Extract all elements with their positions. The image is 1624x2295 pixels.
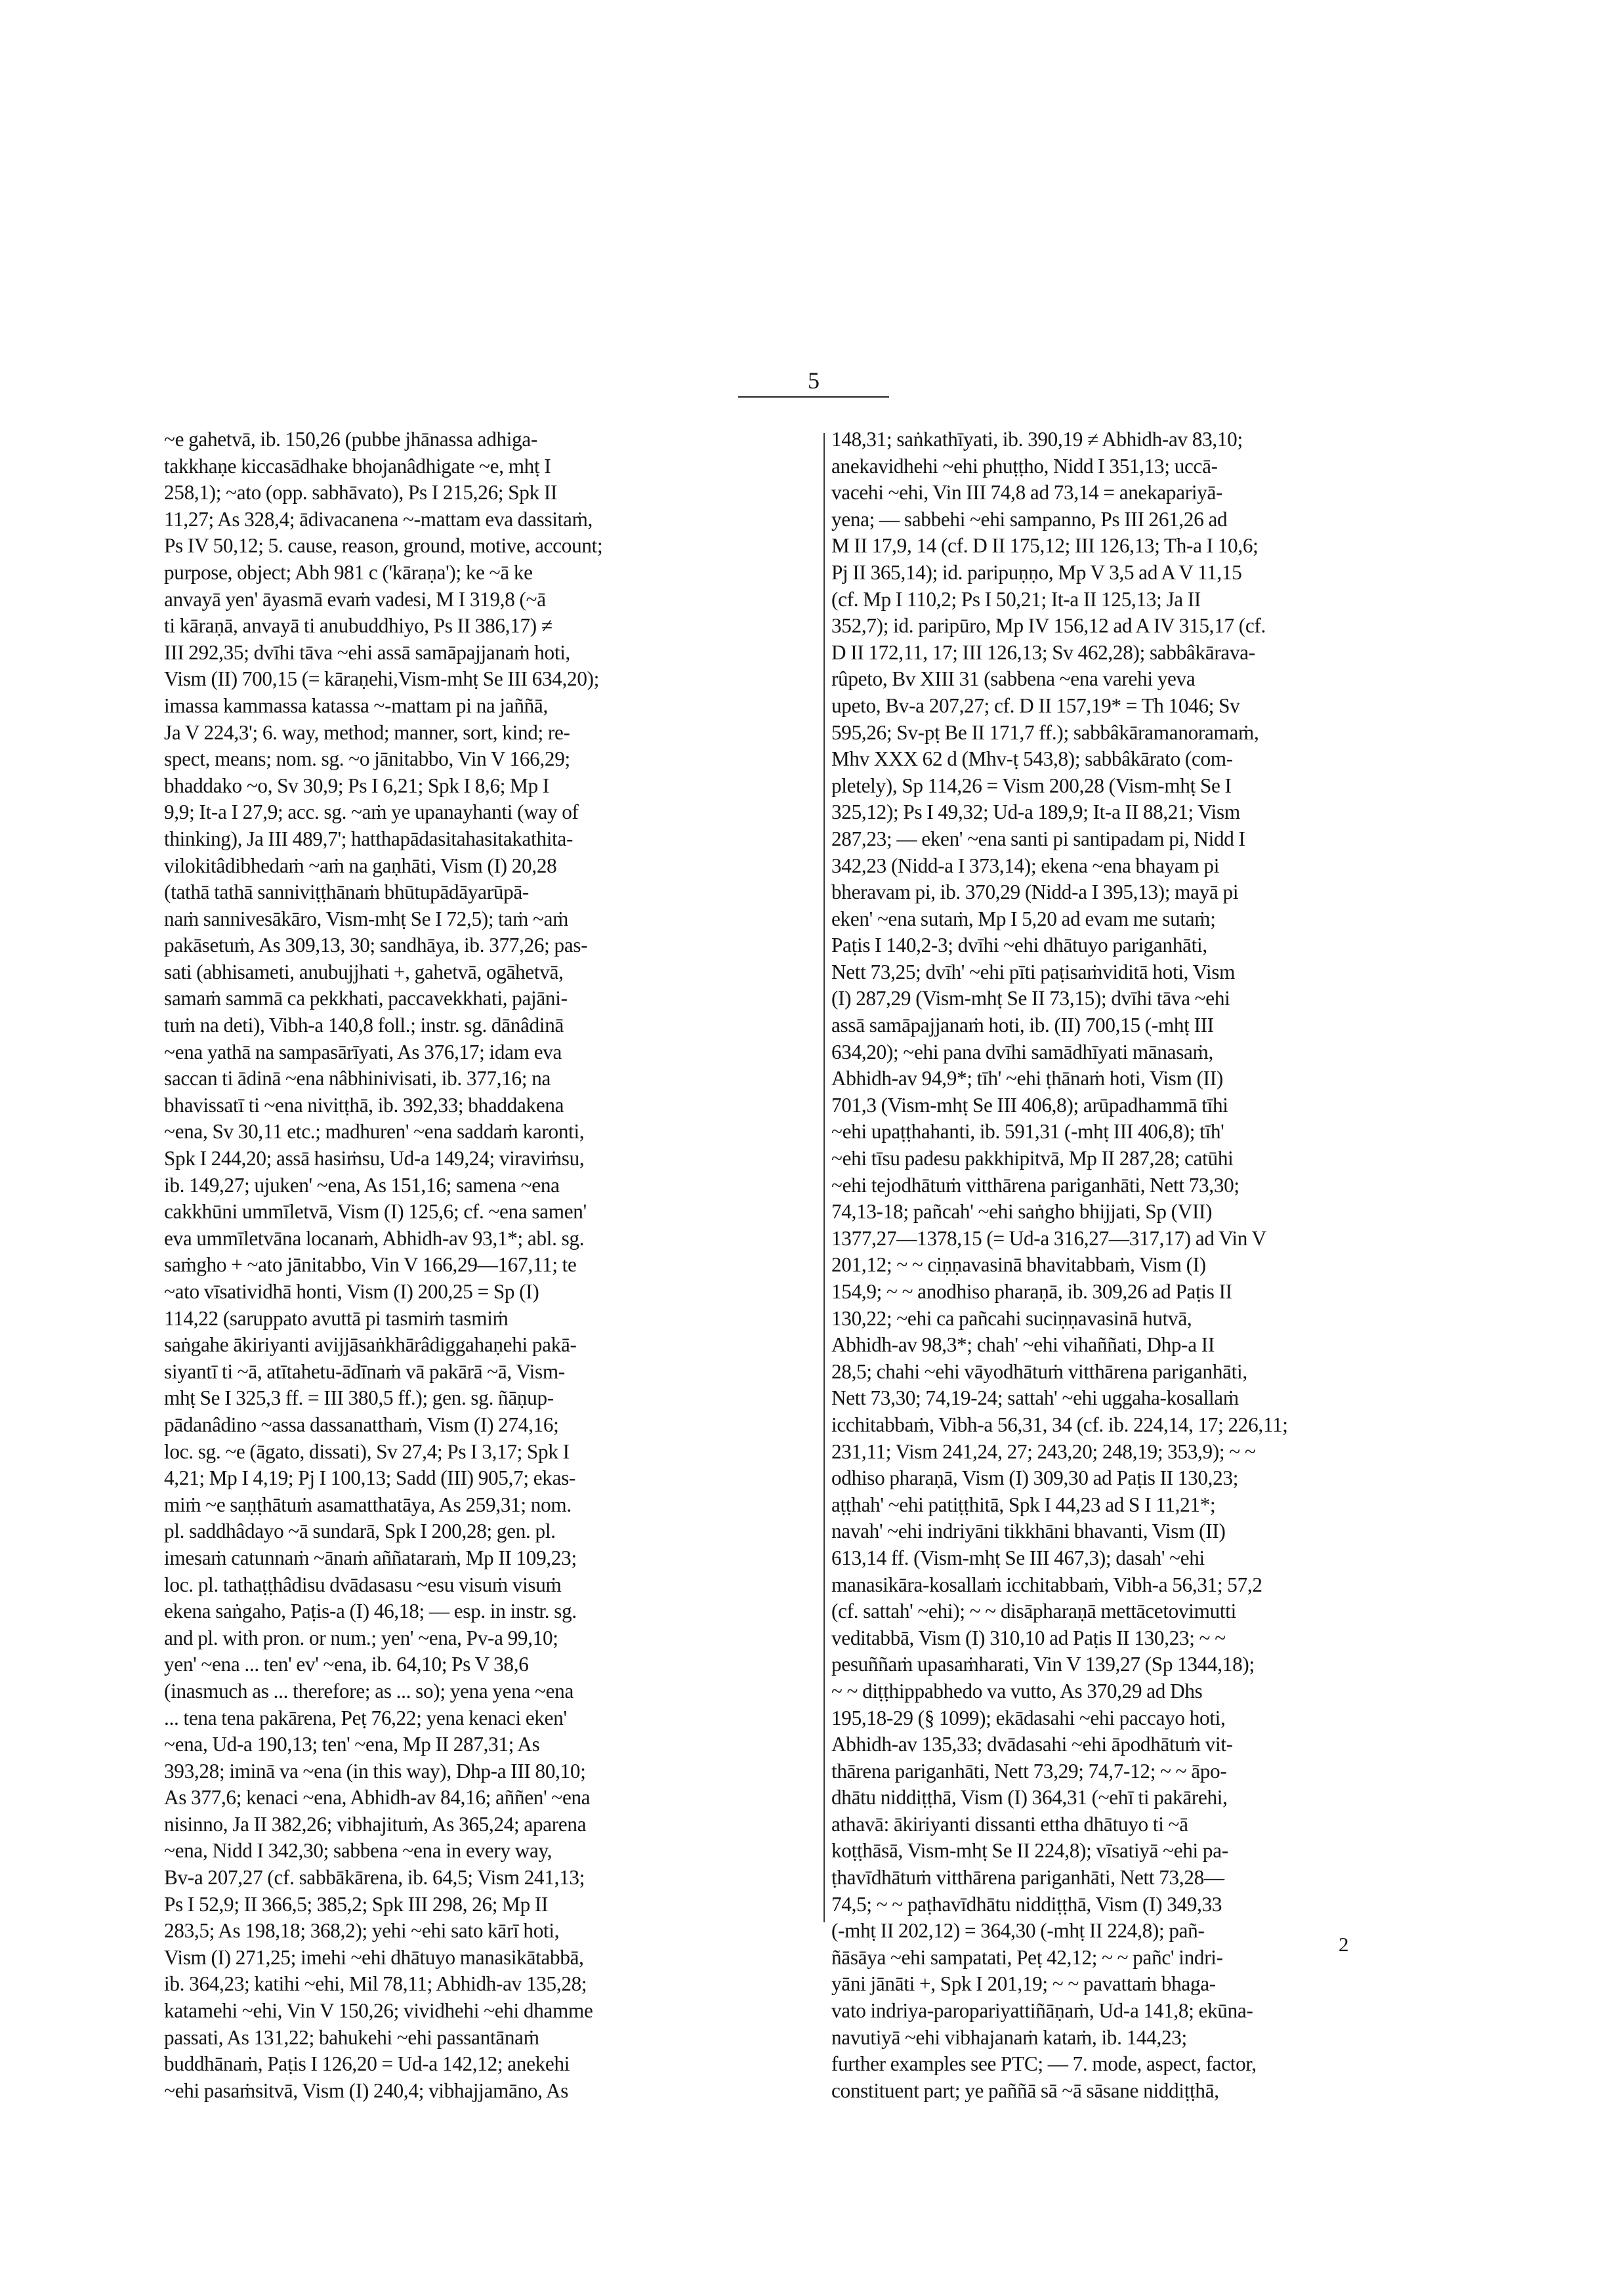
text-line: 130,22; ~ehi ca pañcahi suciṇṇavasinā hutvā, <box>831 1306 1192 1330</box>
text-line: pakāsetuṁ, As 309,13, 30; sandhāya, ib. 377,26; pas- <box>164 934 588 957</box>
text-line: Abhidh-av 98,3*; chah' ~ehi vihaññati, Dhp-a II <box>831 1333 1215 1357</box>
column-divider <box>823 433 825 1922</box>
text-line: 74,5; ~ ~ paṭhavīdhātu niddiṭṭhā, Vism (I) 349,33 <box>831 1892 1222 1916</box>
text-line: icchitabbaṁ, Vibh-a 56,31, 34 (cf. ib. 224,14, 17; 226,11; <box>831 1413 1288 1436</box>
text-line: 201,12; ~ ~ ciṇṇavasinā bhavitabbaṁ, Vism (I) <box>831 1253 1206 1277</box>
text-line: rûpeto, Bv XIII 31 (sabbena ~ena varehi yeva <box>831 667 1196 691</box>
text-line: eva ummīletvāna locanaṁ, Abhidh-av 93,1*; abl. sg. <box>164 1226 585 1250</box>
text-line: nisinno, Ja II 382,26; vibhajituṁ, As 365,24; aparena <box>164 1812 587 1836</box>
text-line: ekena saṅgaho, Paṭis-a (I) 46,18; — esp. in instr. sg. <box>164 1600 577 1623</box>
text-line: (cf. Mp I 110,2; Ps I 50,21; It-a II 125,13; Ja II <box>831 587 1201 611</box>
text-line: 393,28; iminā va ~ena (in this way), Dhp-a III 80,10; <box>164 1759 586 1783</box>
text-line: vilokitâdibhedaṁ ~aṁ na gaṇhāti, Vism (I) 20,28 <box>164 854 557 877</box>
text-line: thārena pariganhāti, Nett 73,29; 74,7-12; ~ ~ āpo- <box>831 1759 1227 1783</box>
text-line: ~ena, Nidd I 342,30; sabbena ~ena in every way, <box>164 1839 552 1863</box>
text-line: 595,26; Sv-pṭ Be II 171,7 ff.); sabbâkāramanoramaṁ, <box>831 720 1259 744</box>
text-line: samaṁ sammā ca pekkhati, paccavekkhati, pajāni- <box>164 987 568 1010</box>
text-line: D II 172,11, 17; III 126,13; Sv 462,28); sabbâkārava- <box>831 640 1255 664</box>
text-line: takkhaṇe kiccasādhake bhojanâdhigate ~e, mhṭ I <box>164 454 551 478</box>
text-line: manasikāra-kosallaṁ icchitabbaṁ, Vibh-a 56,31; 57,2 <box>831 1573 1262 1596</box>
text-line: pletely), Sp 114,26 = Vism 200,28 (Vism-mhṭ Se I <box>831 774 1232 797</box>
text-line: 74,13-18; pañcah' ~ehi saṅgho bhijjati, Sp (VII) <box>831 1200 1213 1224</box>
text-line: saṅgahe ākiriyanti avijjāsaṅkhārâdiggahaṇehi pakā- <box>164 1333 577 1357</box>
text-line: Ps IV 50,12; 5. cause, reason, ground, motive, account; <box>164 534 603 558</box>
right-column <box>831 426 1488 2104</box>
text-line: Bv-a 207,27 (cf. sabbākārena, ib. 64,5; Vism 241,13; <box>164 1866 585 1890</box>
text-line: 114,22 (saruppato avuttā pi tasmiṁ tasmiṁ <box>164 1306 509 1330</box>
text-line: siyantī ti ~ā, atītahetu-ādīnaṁ vā pakārā ~ā, Vism- <box>164 1359 565 1383</box>
text-line: cakkhūni ummīletvā, Vism (I) 125,6; cf. ~ena samen' <box>164 1200 587 1224</box>
text-line: ~ato vīsatividhā honti, Vism (I) 200,25 = Sp (I) <box>164 1280 539 1303</box>
text-line: yāni jānāti +, Spk I 201,19; ~ ~ pavattaṁ bhaga- <box>831 1972 1216 1996</box>
text-line: bheravam pi, ib. 370,29 (Nidd-a I 395,13); mayā pi <box>831 880 1239 904</box>
text-line: ~ena, Ud-a 190,13; ten' ~ena, Mp II 287,31; As <box>164 1733 540 1756</box>
text-line: (cf. sattah' ~ehi); ~ ~ disāpharaṇā mettācetovimutti <box>831 1600 1236 1623</box>
text-line: Nett 73,25; dvīh' ~ehi pīti paṭisaṁviditā hoti, Vism <box>831 960 1236 983</box>
text-line: Pj II 365,14); id. paripuṇṇo, Mp V 3,5 ad A V 11,15 <box>831 560 1242 584</box>
text-line: pesuññaṁ upasaṁharati, Vin V 139,27 (Sp 1344,18); <box>831 1653 1255 1676</box>
text-line: 1377,27—1378,15 (= Ud-a 316,27—317,17) ad Vin V <box>831 1226 1266 1250</box>
text-line: thinking), Ja III 489,7'; hatthapādasitahasitakathita- <box>164 827 573 850</box>
text-line: bhavissatī ti ~ena nivitṭhā, ib. 392,33; bhaddakena <box>164 1093 564 1117</box>
text-line: M II 17,9, 14 (cf. D II 175,12; III 126,13; Th-a I 10,6; <box>831 534 1259 558</box>
text-line: 11,27; As 328,4; ādivacanena ~-mattam eva dassitaṁ, <box>164 507 593 531</box>
text-line: III 292,35; dvīhi tāva ~ehi assā samāpajjanaṁ hoti, <box>164 640 571 664</box>
text-line: (I) 287,29 (Vism-mhṭ Se II 73,15); dvīhi tāva ~ehi <box>831 987 1230 1010</box>
text-line: Vism (II) 700,15 (= kāraṇehi,Vism-mhṭ Se III 634,20); <box>164 667 600 691</box>
text-line: veditabbā, Vism (I) 310,10 ad Paṭis II 130,23; ~ ~ <box>831 1626 1226 1649</box>
text-line: ~ehi tīsu padesu pakkhipitvā, Mp II 287,28; catūhi <box>831 1147 1234 1170</box>
text-line: vacehi ~ehi, Vin III 74,8 ad 73,14 = anekapariyā- <box>831 481 1223 505</box>
text-line: constituent part; ye paññā sā ~ā sāsane niddiṭṭhā, <box>831 2078 1219 2102</box>
text-line: passati, As 131,22; bahukehi ~ehi passantānaṁ <box>164 2025 539 2049</box>
text-line: bhaddako ~o, Sv 30,9; Ps I 6,21; Spk I 8,6; Mp I <box>164 774 549 797</box>
text-line: ~ ~ diṭṭhippabhedo va vutto, As 370,29 ad Dhs <box>831 1679 1203 1703</box>
text-line: Ps I 52,9; II 366,5; 385,2; Spk III 298, 26; Mp II <box>164 1892 549 1916</box>
text-line: ~e gahetvā, ib. 150,26 (pubbe jhānassa adhiga- <box>164 428 538 451</box>
text-line: 154,9; ~ ~ anodhiso pharaṇā, ib. 309,26 ad Paṭis II <box>831 1280 1232 1303</box>
text-line: 195,18-29 (§ 1099); ekādasahi ~ehi paccayo hoti, <box>831 1706 1226 1729</box>
text-line: anvayā yen' āyasmā evaṁ vadesi, M I 319,8 (~ā <box>164 587 546 611</box>
text-line: eken' ~ena sutaṁ, Mp I 5,20 ad evam me sutaṁ; <box>831 907 1216 930</box>
text-line: 325,12); Ps I 49,32; Ud-a 189,9; It-a II 88,21; Vism <box>831 800 1240 824</box>
text-line: 613,14 ff. (Vism-mhṭ Se III 467,3); dasah' ~ehi <box>831 1546 1205 1569</box>
text-line: tuṁ na deti), Vibh-a 140,8 foll.; instr. sg. dānâdinā <box>164 1014 564 1037</box>
text-line: Paṭis I 140,2-3; dvīhi ~ehi dhātuyo pariganhāti, <box>831 934 1207 957</box>
text-line: anekavidhehi ~ehi phuṭṭho, Nidd I 351,13; uccā- <box>831 454 1218 478</box>
text-line: odhiso pharaṇā, Vism (I) 309,30 ad Paṭis II 130,23; <box>831 1466 1239 1490</box>
left-column <box>164 426 820 2104</box>
text-line: imesaṁ catunnaṁ ~ānaṁ aññataraṁ, Mp II 109,23; <box>164 1546 577 1569</box>
text-line: 342,23 (Nidd-a I 373,14); ekena ~ena bhayam pi <box>831 854 1220 877</box>
text-line: ti kāraṇā, anvayā ti anubuddhiyo, Ps II 386,17) ≠ <box>164 614 552 638</box>
text-line: ~ena yathā na sampasārīyati, As 376,17; idam eva <box>164 1040 562 1064</box>
text-line: (-mhṭ II 202,12) = 364,30 (-mhṭ II 224,8); pañ- <box>831 1919 1205 1943</box>
text-line: pl. saddhâdayo ~ā sundarā, Spk I 200,28; gen. pl. <box>164 1520 556 1543</box>
text-line: ~ehi tejodhātuṁ vitthārena pariganhāti, Nett 73,30; <box>831 1173 1239 1197</box>
text-line: 352,7); id. paripūro, Mp IV 156,12 ad A IV 315,17 (cf. <box>831 614 1266 638</box>
text-line: ... tena tena pakārena, Peṭ 76,22; yena kenaci eken' <box>164 1706 567 1729</box>
text-line: 148,31; saṅkathīyati, ib. 390,19 ≠ Abhidh-av 83,10; <box>831 428 1243 451</box>
text-line: loc. pl. tathaṭṭhâdisu dvādasasu ~esu visuṁ visuṁ <box>164 1573 562 1596</box>
text-line: ib. 149,27; ujuken' ~ena, As 151,16; samena ~ena <box>164 1173 560 1197</box>
text-line: As 377,6; kenaci ~ena, Abhidh-av 84,16; aññen' ~ena <box>164 1786 591 1809</box>
text-line: ṭhavīdhātuṁ vitthārena pariganhāti, Nett 73,28— <box>831 1866 1224 1890</box>
text-line: further examples see PTC; — 7. mode, aspect, factor, <box>831 2052 1257 2076</box>
text-line: dhātu niddiṭṭhā, Vism (I) 364,31 (~ehī ti pakārehi, <box>831 1786 1228 1809</box>
text-line: miṁ ~e saṇṭhātuṁ asamatthatāya, As 259,31; nom. <box>164 1493 572 1516</box>
text-line: ~ehi upaṭṭhahanti, ib. 591,31 (-mhṭ III 406,8); tīh' <box>831 1120 1224 1144</box>
text-line: 258,1); ~ato (opp. sabhāvato), Ps I 215,26; Spk II <box>164 481 558 505</box>
signature-mark: 2 <box>1339 1933 1349 1956</box>
text-line: koṭṭhāsā, Vism-mhṭ Se II 224,8); vīsatiyā ~ehi pa- <box>831 1839 1228 1863</box>
text-line: Abhidh-av 94,9*; tīh' ~ehi ṭhānaṁ hoti, Vism (II) <box>831 1067 1223 1090</box>
text-line: Vism (I) 271,25; imehi ~ehi dhātuyo manasikātabbā, <box>164 1945 584 1969</box>
text-line: 4,21; Mp I 4,19; Pj I 100,13; Sadd (III) 905,7; ekas- <box>164 1466 576 1490</box>
text-line: Nett 73,30; 74,19-24; sattah' ~ehi uggaha-kosallaṁ <box>831 1386 1239 1410</box>
text-line: purpose, object; Abh 981 c ('kāraṇa'); ke ~ā ke <box>164 560 533 584</box>
text-line: Mhv XXX 62 d (Mhv-ṭ 543,8); sabbâkārato (com- <box>831 747 1233 771</box>
text-line: (inasmuch as ... therefore; as ... so); yena yena ~ena <box>164 1679 574 1703</box>
text-line: yena; — sabbehi ~ehi sampanno, Ps III 261,26 ad <box>831 507 1228 531</box>
text-line: Abhidh-av 135,33; dvādasahi ~ehi āpodhātuṁ vit- <box>831 1733 1233 1756</box>
text-line: 28,5; chahi ~ehi vāyodhātuṁ vitthārena pariganhāti, <box>831 1359 1247 1383</box>
text-line: ~ena, Sv 30,11 etc.; madhuren' ~ena saddaṁ karonti, <box>164 1120 585 1144</box>
text-line: imassa kammassa katassa ~-mattam pi na jaññā, <box>164 693 548 717</box>
text-line: navah' ~ehi indriyāni tikkhāni bhavanti, Vism (II) <box>831 1520 1226 1543</box>
text-line: yen' ~ena ... ten' ev' ~ena, ib. 64,10; Ps V 38,6 <box>164 1653 529 1676</box>
page-number-rule <box>738 396 889 398</box>
text-line: (tathā tathā sanniviṭṭhānaṁ bhūtupādāyarūpā- <box>164 880 529 904</box>
text-line: saṁgho + ~ato jānitabbo, Vin V 166,29—167,11; te <box>164 1253 577 1277</box>
text-line: sati (abhisameti, anubujjhati +, gahetvā, ogāhetvā, <box>164 960 564 983</box>
text-line: vato indriya-paropariyattiñāṇaṁ, Ud-a 141,8; ekūna- <box>831 1999 1253 2023</box>
text-line: ñāsāya ~ehi sampatati, Peṭ 42,12; ~ ~ pañc' indri- <box>831 1945 1223 1969</box>
text-line: loc. sg. ~e (āgato, dissati), Sv 27,4; Ps I 3,17; Spk I <box>164 1439 570 1463</box>
text-line: 283,5; As 198,18; 368,2); yehi ~ehi sato kārī hoti, <box>164 1919 560 1943</box>
text-line: katamehi ~ehi, Vin V 150,26; vividhehi ~ehi dhamme <box>164 1999 593 2023</box>
text-line: athavā: ākiriyanti dissanti ettha dhātuyo ti ~ā <box>831 1812 1188 1836</box>
text-line: Ja V 224,3'; 6. way, method; manner, sort, kind; re- <box>164 720 570 744</box>
text-line: navutiyā ~ehi vibhajanaṁ kataṁ, ib. 144,23; <box>831 2025 1187 2049</box>
text-line: 634,20); ~ehi pana dvīhi samādhīyati mānasaṁ, <box>831 1040 1214 1064</box>
text-line: ib. 364,23; katihi ~ehi, Mil 78,11; Abhidh-av 135,28; <box>164 1972 587 1996</box>
text-line: and pl. with pron. or num.; yen' ~ena, Pv-a 99,10; <box>164 1626 558 1649</box>
text-line: buddhānaṁ, Paṭis I 126,20 = Ud-a 142,12; anekehi <box>164 2052 570 2076</box>
text-line: saccan ti ādinā ~ena nâbhinivisati, ib. 377,16; na <box>164 1067 551 1090</box>
text-line: assā samāpajjanaṁ hoti, ib. (II) 700,15 (-mhṭ III <box>831 1014 1214 1037</box>
text-line: mhṭ Se I 325,3 ff. = III 380,5 ff.); gen. sg. ñāṇup- <box>164 1386 554 1410</box>
text-line: upeto, Bv-a 207,27; cf. D II 157,19* = Th 1046; Sv <box>831 693 1240 717</box>
text-line: aṭṭhah' ~ehi patiṭṭhitā, Spk I 44,23 ad S I 11,21*; <box>831 1493 1216 1516</box>
text-line: 9,9; It-a I 27,9; acc. sg. ~aṁ ye upanayhanti (way of <box>164 800 579 824</box>
page-number: 5 <box>808 367 820 394</box>
text-line: naṁ sannivesākāro, Vism-mhṭ Se I 72,5); taṁ ~aṁ <box>164 907 569 930</box>
text-line: 701,3 (Vism-mhṭ Se III 406,8); arūpadhammā tīhi <box>831 1093 1228 1117</box>
text-line: ~ehi pasaṁsitvā, Vism (I) 240,4; vibhajjamāno, As <box>164 2078 569 2102</box>
text-line: 287,23; — eken' ~ena santi pi santipadam pi, Nidd I <box>831 827 1245 850</box>
text-line: spect, means; nom. sg. ~o jānitabbo, Vin V 166,29; <box>164 747 570 771</box>
text-line: 231,11; Vism 241,24, 27; 243,20; 248,19; 353,9); ~ ~ <box>831 1439 1256 1463</box>
text-line: Spk I 244,20; assā hasiṁsu, Ud-a 149,24; viraviṁsu, <box>164 1147 585 1170</box>
text-line: pādanâdino ~assa dassanatthaṁ, Vism (I) 274,16; <box>164 1413 559 1436</box>
